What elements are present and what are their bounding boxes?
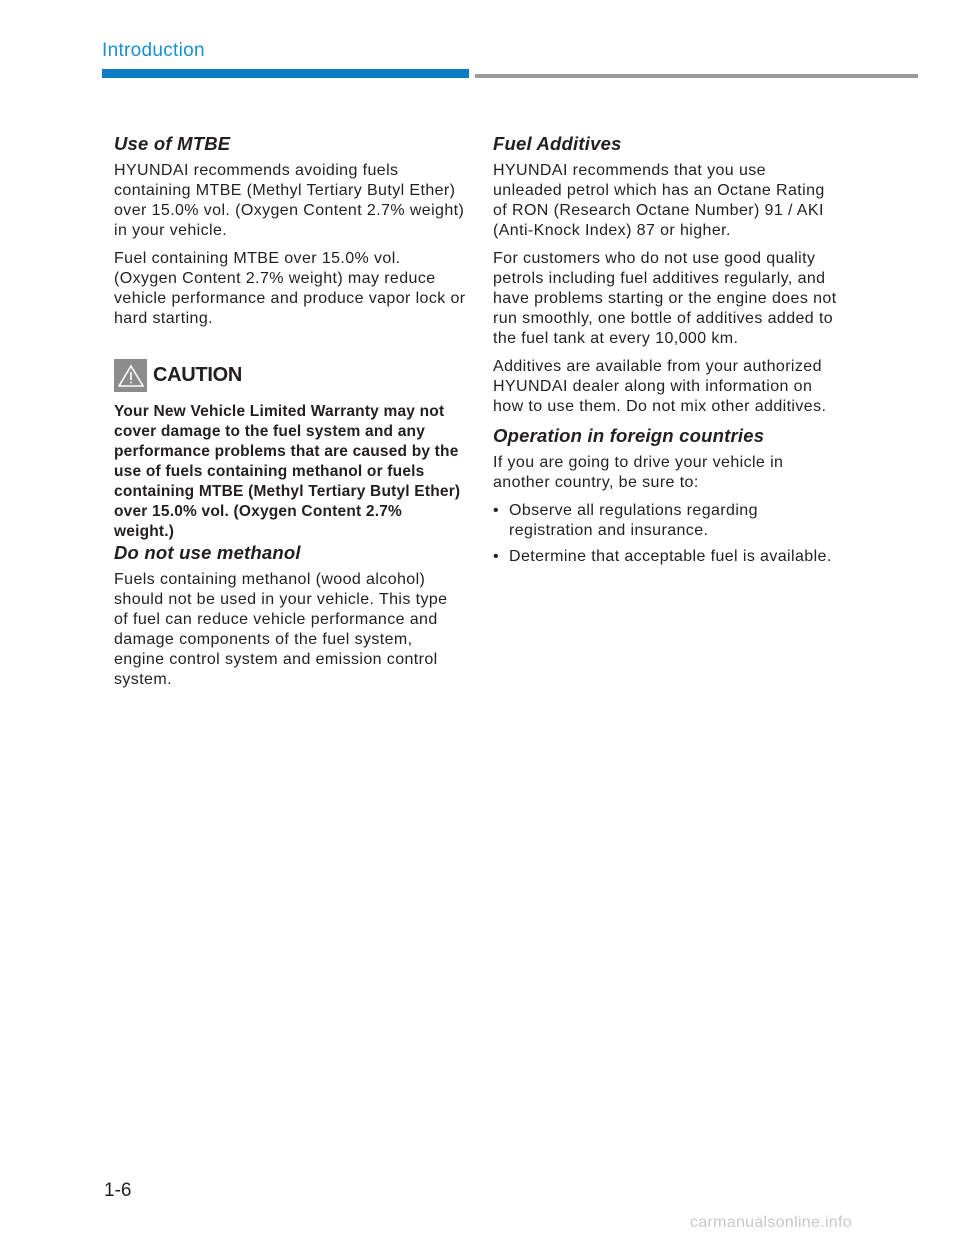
- left-column: [114, 133, 466, 698]
- foreign-countries-heading: Operation in foreign countries: [493, 425, 765, 446]
- bullet-icon: •: [493, 502, 500, 519]
- header-rule-accent: [102, 69, 469, 78]
- warning-triangle-icon: [114, 359, 147, 392]
- header-rule-gray: [475, 74, 918, 78]
- caution-text: Your New Vehicle Limited Warranty may not cover damage to the fuel system and any performance problems that are caused by the use of fuels containing methanol or fuels containing MTBE (Methyl Tertiary Butyl Ether) over 15.0% vol. (Oxygen Content 2.7% weight.): [114, 403, 461, 540]
- list-item: [493, 547, 838, 567]
- caution-header: [114, 359, 466, 392]
- mtbe-paragraph-2: Fuel containing MTBE over 15.0% vol. (Oxygen Content 2.7% weight) may reduce vehicle performance and produce vapor lock or hard starting.: [114, 250, 466, 327]
- mtbe-heading: Use of MTBE: [114, 133, 231, 154]
- fuel-additives-paragraph-3: Additives are available from your authorized HYUNDAI dealer along with information on how to use them. Do not mix other additives.: [493, 358, 827, 415]
- fuel-additives-paragraph-2: For customers who do not use good quality petrols including fuel additives regularly, and have problems starting or the engine does not run smoothly, one bottle of additives added to the fuel tank at every 10,000 km.: [493, 250, 837, 347]
- caution-title: CAUTION: [153, 364, 243, 386]
- fuel-additives-paragraph-1: HYUNDAI recommends that you use unleaded petrol which has an Octane Rating of RON (Research Octane Number) 91 / AKI (Anti-Knock Index) 87 or higher.: [493, 162, 825, 239]
- foreign-countries-paragraph: If you are going to drive your vehicle in another country, be sure to:: [493, 454, 784, 491]
- list-item: [493, 501, 838, 541]
- right-column: [493, 133, 838, 573]
- bullet-icon: •: [493, 548, 500, 565]
- list-item-text: Observe all regulations regarding registration and insurance.: [509, 502, 758, 539]
- methanol-heading: Do not use methanol: [114, 542, 301, 563]
- page-number: 1-6: [104, 1180, 132, 1201]
- fuel-additives-heading: Fuel Additives: [493, 133, 622, 154]
- foreign-countries-list: [493, 501, 838, 567]
- section-title: Introduction: [102, 40, 205, 61]
- list-item-text: Determine that acceptable fuel is available.: [509, 548, 832, 565]
- watermark: carmanualsonline.info: [690, 1214, 852, 1231]
- methanol-paragraph: Fuels containing methanol (wood alcohol) should not be used in your vehicle. This type of fuel can reduce vehicle performance and damage components of the fuel system, engine control system and emission control system.: [114, 571, 448, 688]
- mtbe-paragraph-1: HYUNDAI recommends avoiding fuels containing MTBE (Methyl Tertiary Butyl Ether) over 15.0% vol. (Oxygen Content 2.7% weight) in your vehicle.: [114, 162, 465, 239]
